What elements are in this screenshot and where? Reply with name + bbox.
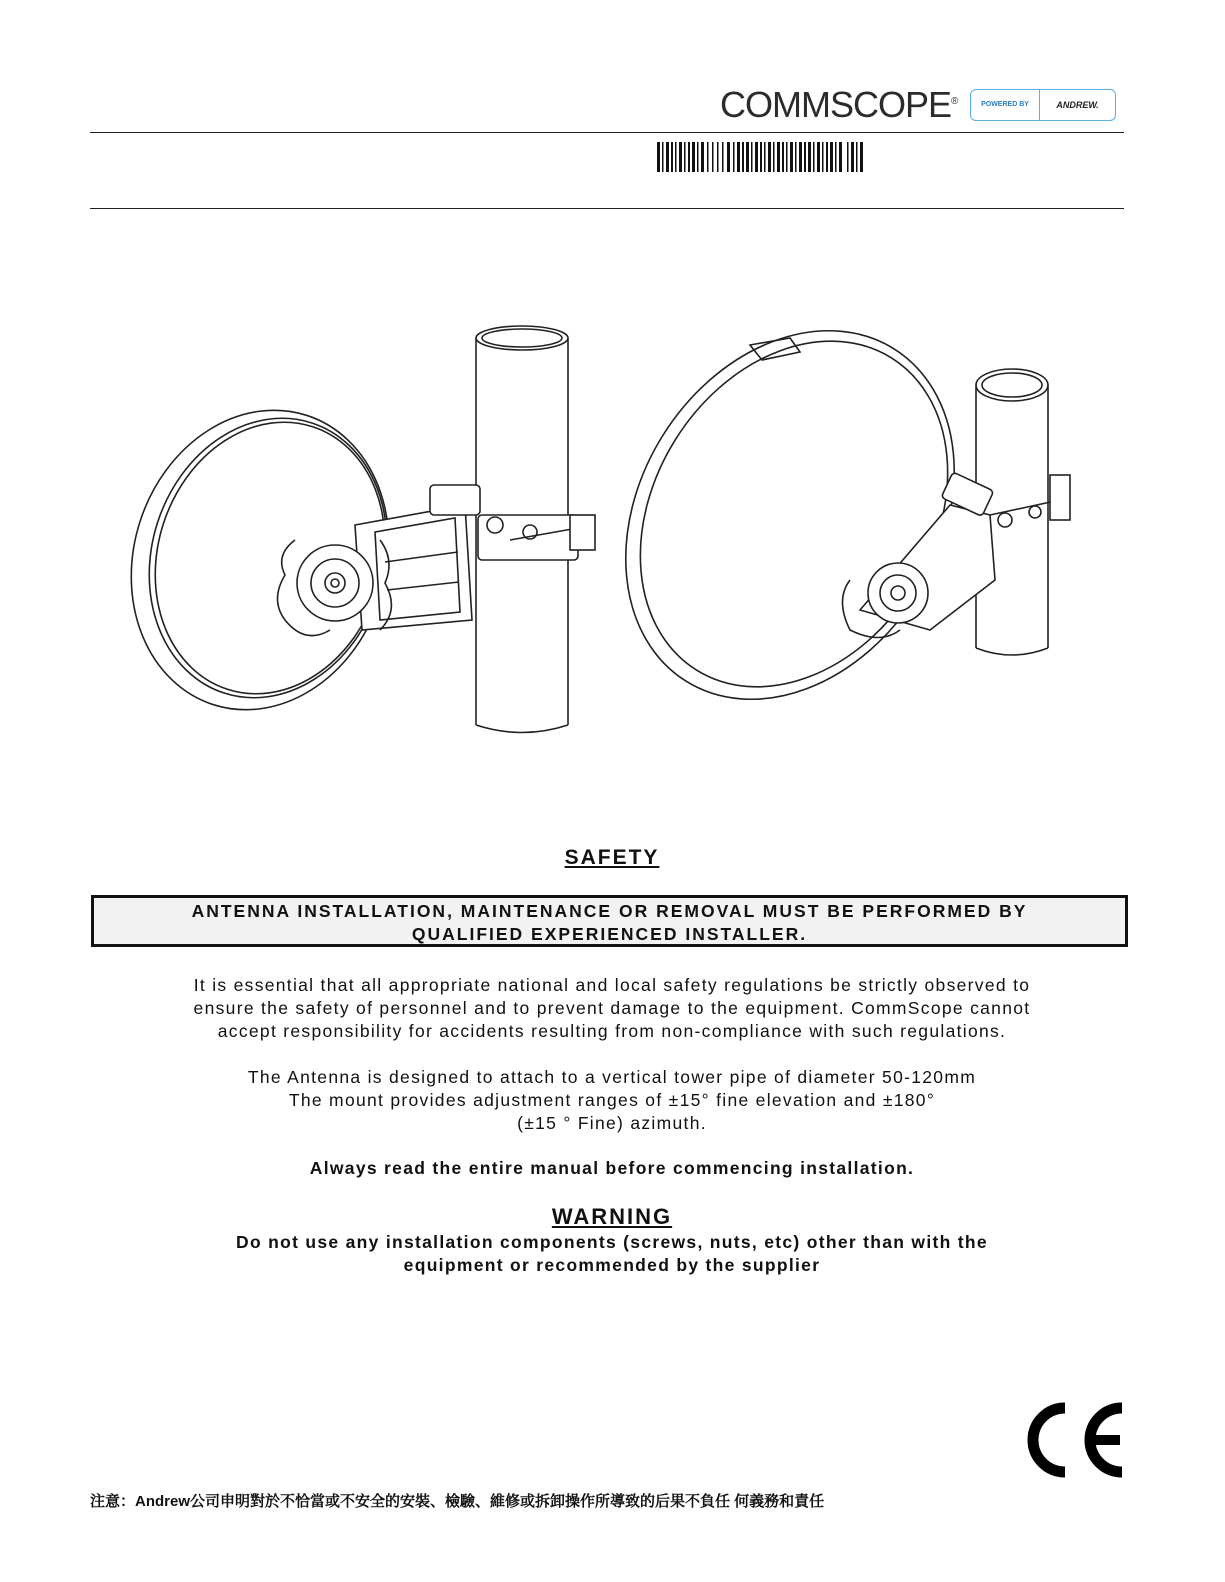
notice-line-1: ANTENNA INSTALLATION, MAINTENANCE OR REMOVAL MUST BE PERFORMED BY [191, 901, 1028, 921]
barcode [657, 142, 867, 172]
header-rule-top [90, 132, 1124, 133]
powered-by-andrew-badge [970, 89, 1116, 121]
warning-line-1: Do not use any installation components (screws, nuts, etc) other than with the [236, 1232, 988, 1252]
safety-regulations-paragraph [90, 974, 1134, 1043]
notice-line-2: QUALIFIED EXPERIENCED INSTALLER. [411, 924, 808, 944]
footer-disclaimer: 注意：Andrew公司申明對於不恰當或不安全的安裝、檢驗、維修或拆卸操作所導致的后果不負任 何義務和責任 [90, 1493, 825, 1510]
antenna-dish-mount-drawing [90, 300, 1090, 750]
installer-notice-box [91, 895, 1128, 947]
p2-line-1: The Antenna is designed to attach to a vertical tower pipe of diameter 50-120mm [247, 1067, 977, 1087]
header-rule-bottom [90, 208, 1124, 209]
p1-line-2: ensure the safety of personnel and to prevent damage to the equipment. CommScope cannot [193, 998, 1031, 1018]
p1-line-3: accept responsibility for accidents resulting from non-compliance with such regulations. [217, 1021, 1007, 1041]
badge-andrew: ANDREW. [1056, 100, 1099, 110]
commscope-logo [720, 84, 957, 126]
p2-line-2: The mount provides adjustment ranges of ±15° fine elevation and ±180° [288, 1090, 936, 1110]
badge-powered-by: POWERED BY [971, 90, 1040, 120]
ce-mark-icon [1020, 1400, 1130, 1480]
warning-text [90, 1231, 1134, 1277]
logo-registered-mark: ® [951, 96, 958, 107]
antenna-spec-paragraph [90, 1066, 1134, 1135]
p1-line-1: It is essential that all appropriate national and local safety regulations be strictly observed to [193, 975, 1031, 995]
warning-line-2: equipment or recommended by the supplier [403, 1255, 821, 1275]
read-manual-notice: Always read the entire manual before commencing installation. [309, 1158, 915, 1178]
logo-text: COMMSCOPE [720, 84, 952, 125]
warning-title: WARNING [551, 1204, 673, 1229]
safety-title: SAFETY [564, 846, 660, 869]
p2-line-3: (±15 ° Fine) azimuth. [517, 1113, 707, 1133]
